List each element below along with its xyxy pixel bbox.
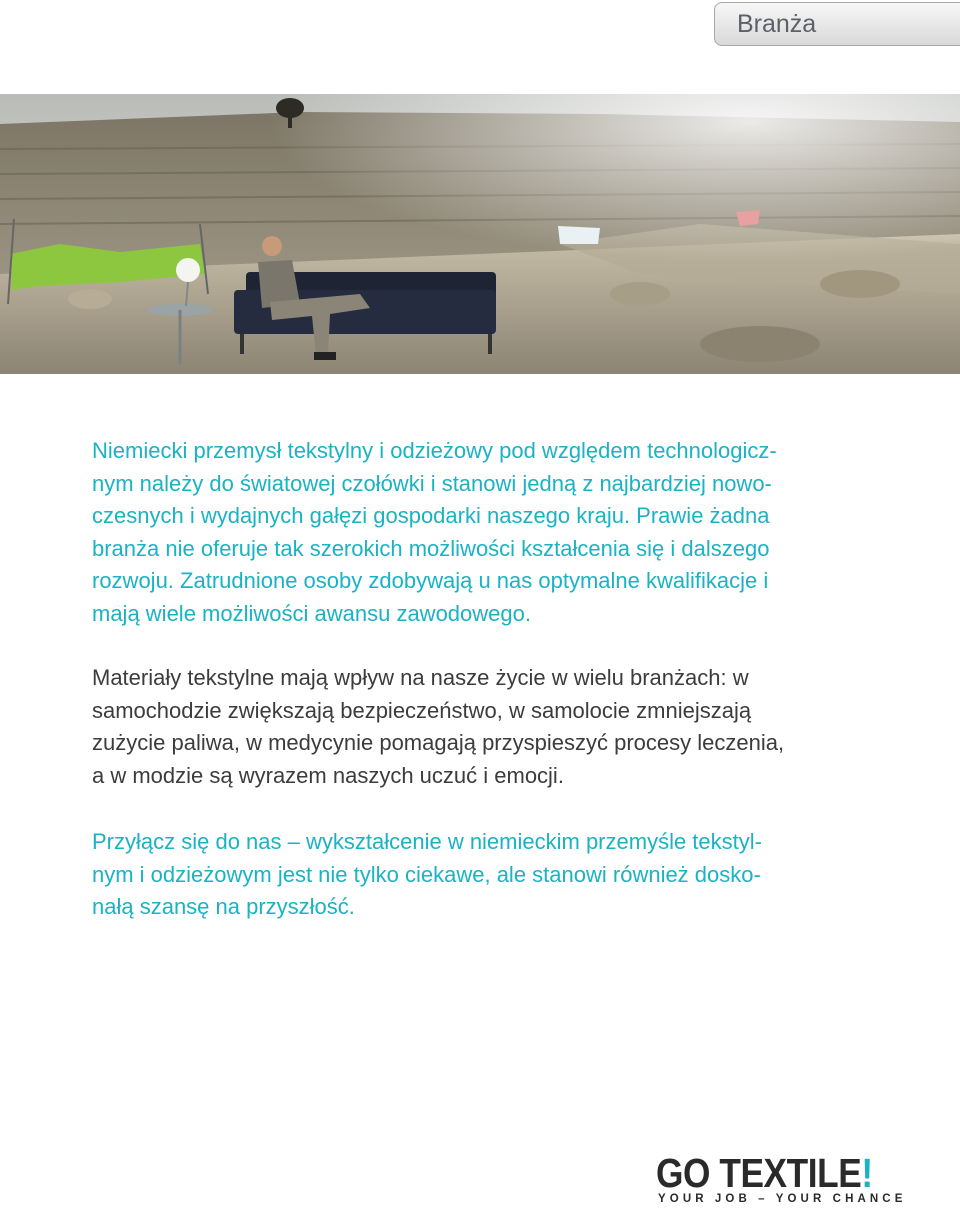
quarry-illustration [0,94,960,374]
hero-photo [0,94,960,374]
text-line: a w modzie są wyrazem naszych uczuć i emocji. [92,762,564,788]
intro-paragraph [92,435,882,630]
text-line: zużycie paliwa, w medycynie pomagają przyspieszyć procesy leczenia, [92,730,785,755]
call-to-action-paragraph [92,826,882,924]
section-tab-label: Branża [737,10,817,38]
text-line: Przyłącz się do nas – wykształcenie w niemieckim przemyśle tekstyl- [92,829,762,854]
logo-main-text: GO TEXTILE [656,1150,862,1196]
text-line: samochodzie zwiększają bezpieczeństwo, w samolocie zmniejszają [92,697,752,723]
body-paragraph [92,662,882,792]
text-line: nym i odzieżowym jest nie tylko ciekawe, ale stanowi również dosko- [92,861,761,887]
logo-exclamation: ! [861,1150,873,1196]
logo-tagline: YOUR JOB – YOUR CHANCE [658,1193,907,1205]
text-line: nałą szansę na przyszłość. [92,894,355,919]
go-textile-logo [656,1150,907,1210]
text-line: czesnych i wydajnych gałęzi gospodarki naszego kraju. Prawie żadna [92,503,770,528]
text-line: branża nie oferuje tak szerokich możliwości kształcenia się i dalszego [92,535,770,561]
text-line: nym należy do światowej czołówki i stanowi jedną z najbardziej nowo- [92,470,772,496]
text-line: rozwoju. Zatrudnione osoby zdobywają u nas optymalne kwalifikacje i [92,568,769,593]
text-line: Niemiecki przemysł tekstylny i odzieżowy pod względem technologicz- [92,438,777,463]
section-tab [714,2,960,46]
text-line: Materiały tekstylne mają wpływ na nasze życie w wielu branżach: w [92,665,749,690]
logo-wordmark [656,1150,873,1197]
text-line: mają wiele możliwości awansu zawodowego. [92,600,531,626]
